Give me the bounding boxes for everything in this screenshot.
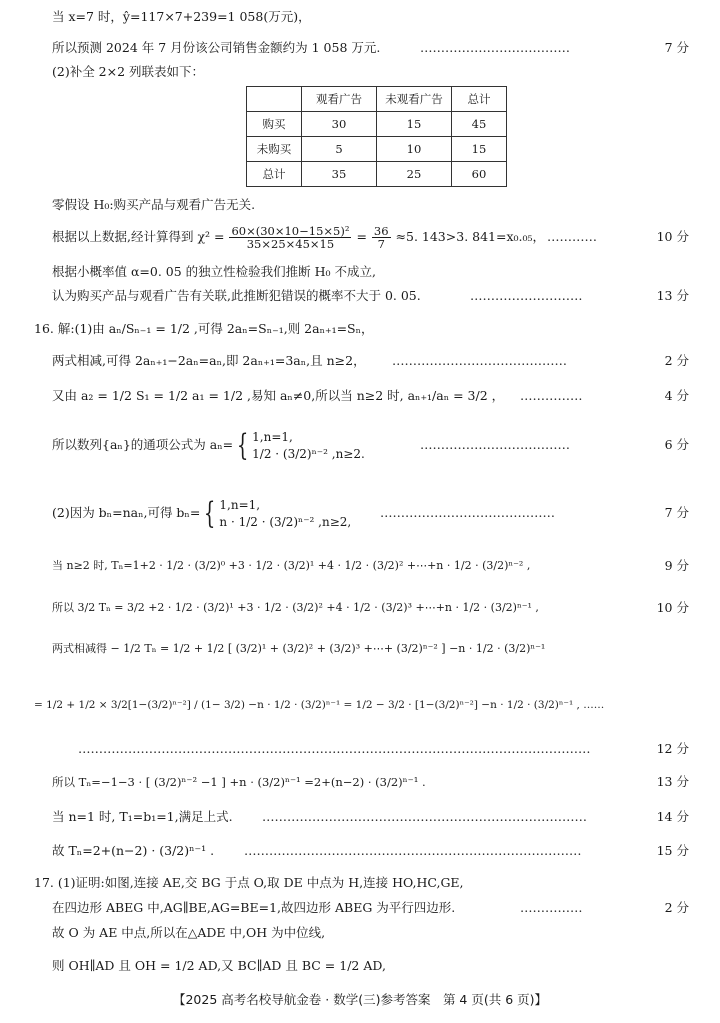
solution-line [0, 802, 720, 832]
table-cell: 45 [452, 112, 507, 137]
solution-text: 故 O 为 AE 中点,所以在△ADE 中,OH 为中位线, [52, 925, 326, 940]
denominator: 7 [377, 237, 385, 251]
solution-line [0, 593, 720, 623]
table-row [247, 137, 507, 162]
denominator: 35×25×45×15 [246, 237, 335, 251]
dot-leader: …………… [520, 900, 583, 915]
solution-line [0, 57, 720, 87]
dot-leader: …………… [520, 388, 583, 403]
table-cell [247, 87, 302, 112]
score-mark: 4 分 [664, 388, 689, 403]
solution-line [0, 381, 720, 411]
table-cell: 25 [377, 162, 452, 187]
score-mark: 12 分 [656, 741, 689, 756]
brace: { [204, 495, 216, 531]
solution-line [0, 918, 720, 948]
dot-leader: …………………………………… [380, 505, 555, 520]
solution-line [0, 767, 720, 797]
solution-text: 当 x=7 时，ŷ=117×7+239=1 058(万元)， [52, 9, 311, 24]
piecewise-cases [252, 429, 365, 461]
piecewise-cases [219, 497, 351, 529]
table-cell: 10 [377, 137, 452, 162]
solution-line [0, 2, 720, 32]
solution-text: 认为购买产品与观看广告有关联,此推断犯错误的概率不大于 0. 05. [52, 288, 421, 303]
solution-line [0, 734, 720, 764]
table-cell: 未观看广告 [377, 87, 452, 112]
table-cell: 5 [302, 137, 377, 162]
score-mark: 2 分 [664, 900, 689, 915]
solution-text [52, 420, 365, 470]
contingency-table [246, 86, 507, 187]
solution-text: 16. 解:(1)由 aₙ/Sₙ₋₁ = 1/2 ,可得 2aₙ=Sₙ₋₁,则 2aₙ₊₁=Sₙ， [34, 321, 374, 336]
table-cell: 15 [452, 137, 507, 162]
dot-leader: …………………………………………………………………… [262, 809, 587, 824]
case: n · 1/2 · (3/2)ⁿ⁻² ,n≥2, [219, 514, 352, 529]
table-cell: 60 [452, 162, 507, 187]
solution-line [0, 551, 720, 581]
score-mark: 6 分 [664, 437, 689, 452]
numerator: 36 [373, 223, 389, 238]
score-mark: 7 分 [664, 40, 689, 55]
solution-text: 当 n≥2 时, Tₙ=1+2 · 1/2 · (3/2)⁰ +3 · 1/2 · (3/2)¹ +4 · 1/2 · (3/2)² +⋯+n · 1/2 · (3/2)ⁿ⁻² , [52, 559, 531, 572]
solution-text: 两式相减得 − 1/2 Tₙ = 1/2 + 1/2 [ (3/2)¹ + (3/2)² + (3/2)³ +⋯+ (3/2)ⁿ⁻² ] −n · 1/2 · (3/2)ⁿ⁻¹ [52, 642, 546, 655]
dot-leader: ……………………………… [420, 40, 570, 55]
solution-line [0, 951, 720, 981]
table-cell: 观看广告 [302, 87, 377, 112]
table-row [247, 162, 507, 187]
solution-text [52, 488, 351, 538]
solution-text: 则 OH∥AD 且 OH = 1/2 AD,又 BC∥AD 且 BC = 1/2 AD, [52, 958, 386, 973]
formula-suffix: ≈5. 143>3. 841=x₀.₀₅， [395, 229, 546, 244]
solution-line [0, 281, 720, 311]
solution-line [0, 190, 720, 220]
solution-text: 根据小概率值 α=0. 05 的独立性检验我们推断 H₀ 不成立, [52, 264, 376, 279]
numerator: 60×(30×10−15×5)² [231, 223, 350, 238]
brace: { [236, 427, 249, 463]
solution-text: 当 n=1 时, T₁=b₁=1,满足上式. [52, 809, 233, 824]
formula-prefix: (2)因为 bₙ=naₙ,可得 bₙ= [52, 505, 201, 520]
score-mark: 10 分 [656, 229, 689, 244]
solution-text: 在四边形 ABEG 中,AG∥BE,AG=BE=1,故四边形 ABEG 为平行四边形. [52, 900, 456, 915]
score-mark: 10 分 [656, 600, 689, 615]
score-mark: 9 分 [664, 558, 689, 573]
solution-text: 又由 a₂ = 1/2 S₁ = 1/2 a₁ = 1/2 ,易知 aₙ≠0,所以当 n≥2 时, aₙ₊₁/aₙ = 3/2 ， [52, 388, 505, 403]
solution-text: 17. (1)证明:如图,连接 AE,交 BG 于点 O,取 DE 中点为 H,连接 HO,HC,GE, [34, 875, 464, 890]
score-mark: 7 分 [664, 505, 689, 520]
equals-sign: = [356, 229, 367, 244]
solution-text: 所以 3/2 Tₙ = 3/2 +2 · 1/2 · (3/2)¹ +3 · 1/2 · (3/2)² +4 · 1/2 · (3/2)³ +⋯+n · 1/2 · (3/2)ⁿ⁻¹ , [52, 601, 539, 614]
dot-leader: …………………………………………………………………………………………………………… [78, 741, 591, 756]
solution-text: 两式相减,可得 2aₙ₊₁−2aₙ=aₙ,即 2aₙ₊₁=3aₙ,且 n≥2， [52, 353, 366, 368]
table-header-row [247, 87, 507, 112]
solution-text: (2)补全 2×2 列联表如下： [52, 64, 205, 79]
page-footer: 【2025 高考名校导航金卷 · 数学(三)参考答案 第 4 页(共 6 页)】 [172, 992, 547, 1007]
score-mark: 13 分 [656, 774, 689, 789]
solution-text: 故 Tₙ=2+(n−2) · (3/2)ⁿ⁻¹ . [52, 843, 215, 858]
score-mark: 15 分 [656, 843, 689, 858]
table-cell: 总计 [452, 87, 507, 112]
solution-line [0, 488, 720, 538]
dot-leader: …………………………………… [392, 353, 567, 368]
case: 1/2 · (3/2)ⁿ⁻² ,n≥2. [252, 446, 365, 461]
table-cell: 35 [302, 162, 377, 187]
solution-line [0, 346, 720, 376]
dot-leader: ……………………………………………………………………… [244, 843, 582, 858]
solution-text: 零假设 H₀:购买产品与观看广告无关. [52, 197, 256, 212]
solution-text: = 1/2 + 1/2 × 3/2[1−(3/2)ⁿ⁻²] / (1− 3/2) −n · 1/2 · (3/2)ⁿ⁻¹ = 1/2 − 3/2 · [1−(3/2)ⁿ⁻²] −n · 1/2 · (3/2)ⁿ⁻¹ , …… [34, 699, 605, 711]
score-mark: 14 分 [656, 809, 689, 824]
solution-text: 所以 Tₙ=−1−3 · [ (3/2)ⁿ⁻² −1 ] +n · (3/2)ⁿ⁻¹ =2+(n−2) · (3/2)ⁿ⁻¹ . [52, 775, 426, 789]
solution-line [0, 836, 720, 866]
dot-leader: ……………………… [470, 288, 583, 303]
table-row [247, 112, 507, 137]
dot-leader: ……………………………… [420, 437, 570, 452]
solution-text [52, 222, 545, 252]
fraction [372, 225, 391, 250]
fraction [229, 225, 351, 250]
score-mark: 2 分 [664, 353, 689, 368]
formula-prefix: 根据以上数据,经计算得到 χ² = [52, 229, 225, 244]
solution-line [0, 222, 720, 262]
dot-leader: ………… [547, 229, 597, 244]
case: 1,n=1, [252, 430, 293, 445]
table-cell: 购买 [247, 112, 302, 137]
formula-prefix: 所以数列{aₙ}的通项公式为 aₙ= [52, 437, 234, 452]
solution-line [0, 314, 720, 344]
solution-text: 所以预测 2024 年 7 月份该公司销售金额约为 1 058 万元. [52, 40, 381, 55]
table-cell: 30 [302, 112, 377, 137]
solution-line [0, 420, 720, 470]
solution-line [0, 634, 720, 664]
table-cell: 15 [377, 112, 452, 137]
table-cell: 未购买 [247, 137, 302, 162]
case: 1,n=1, [219, 498, 261, 513]
score-mark: 13 分 [656, 288, 689, 303]
table-cell: 总计 [247, 162, 302, 187]
solution-line [0, 690, 720, 720]
